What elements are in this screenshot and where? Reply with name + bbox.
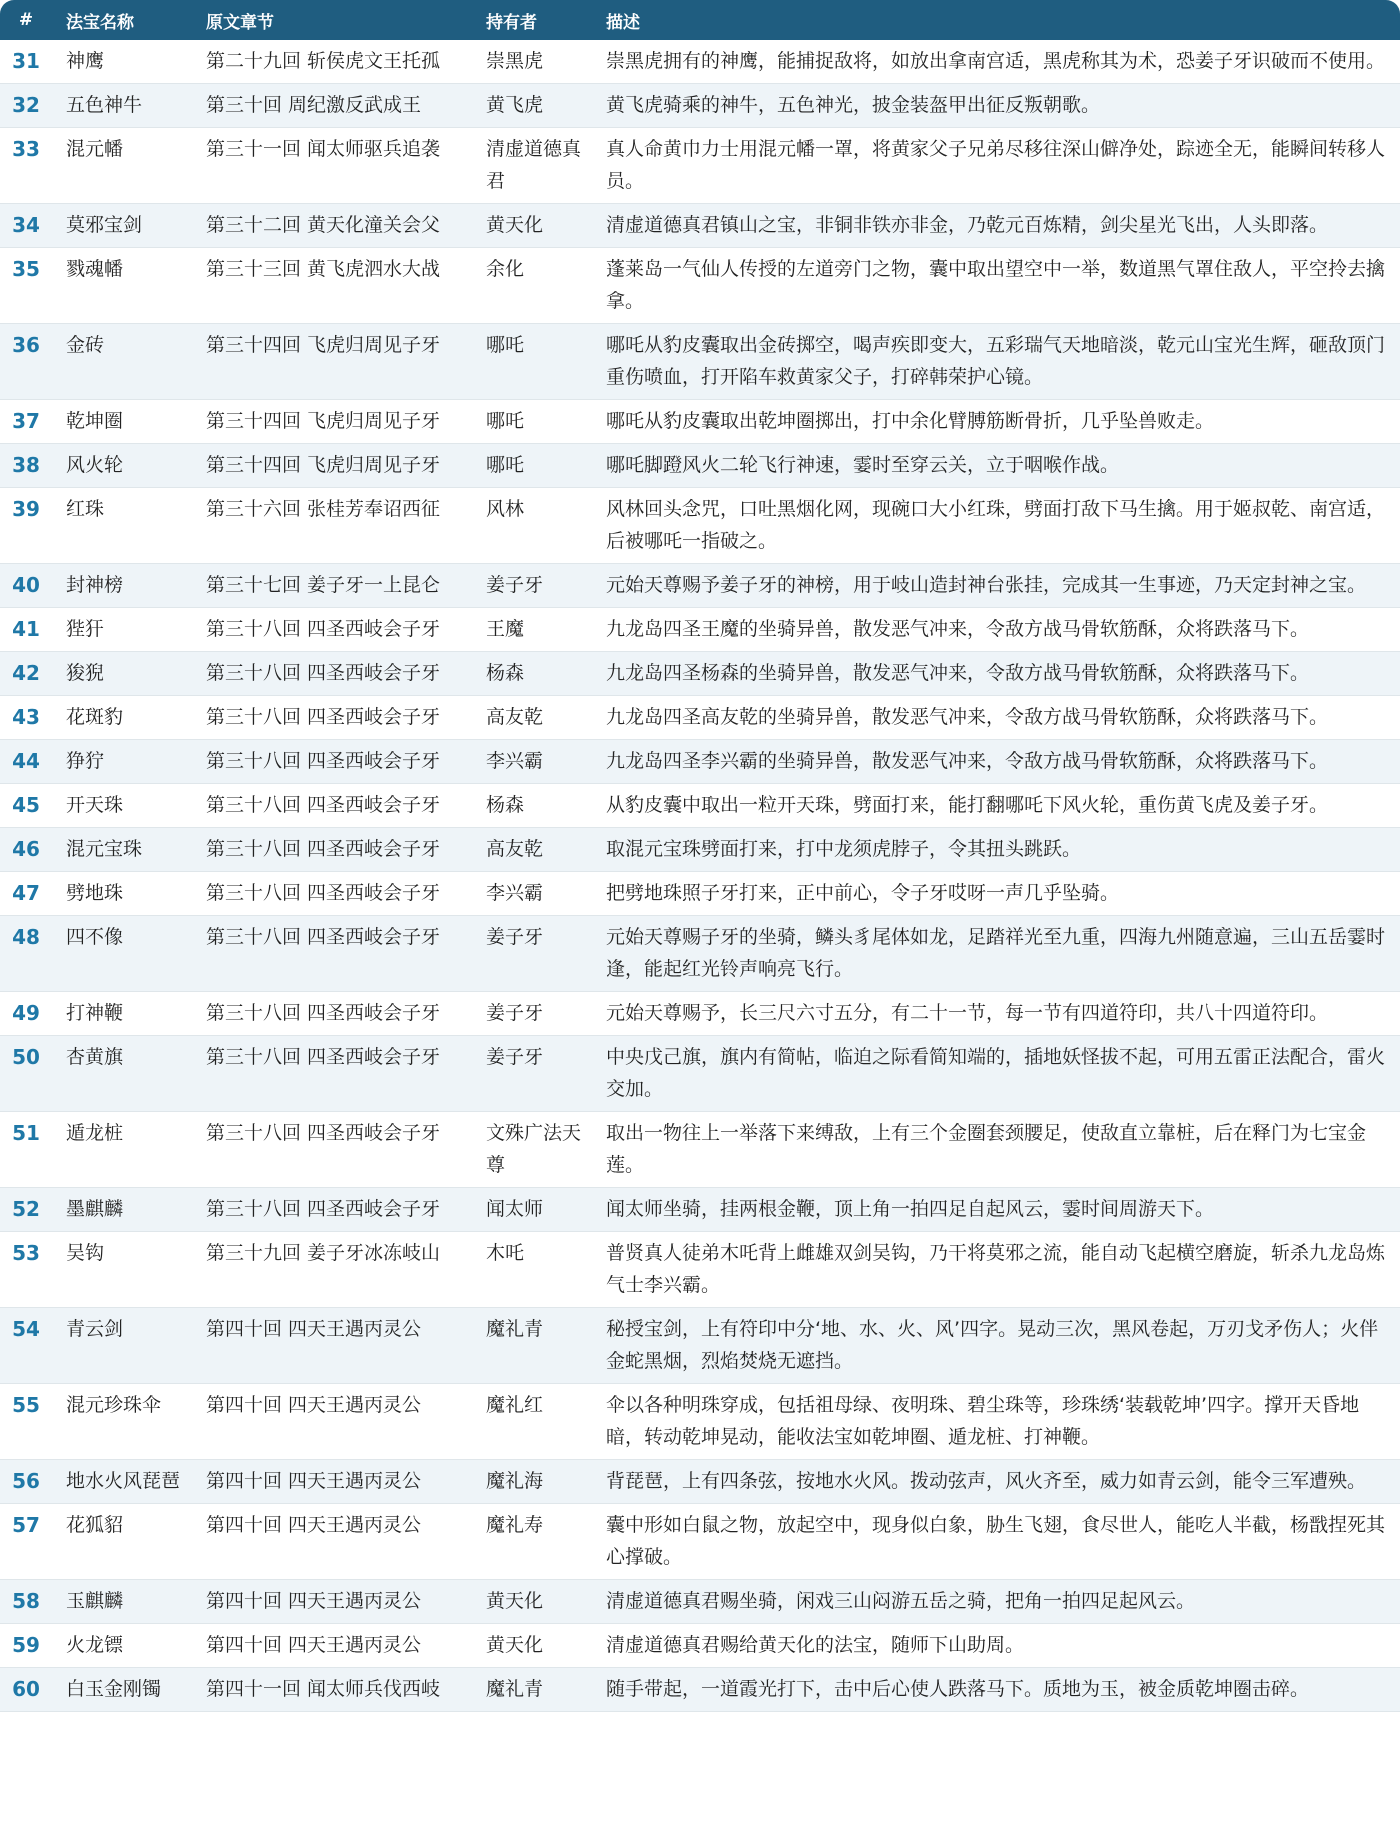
chapter-cell: 第三十八回 四圣西岐会子牙 <box>192 872 472 916</box>
table-row[interactable] <box>0 400 1400 444</box>
description-cell: 黄飞虎骑乘的神牛，五色神光，披金装盔甲出征反叛朝歌。 <box>592 84 1400 128</box>
table-row[interactable] <box>0 204 1400 248</box>
holder-cell: 崇黑虎 <box>472 40 592 84</box>
artifact-name: 青云剑 <box>52 1308 192 1384</box>
table-row[interactable] <box>0 608 1400 652</box>
artifact-name: 打神鞭 <box>52 992 192 1036</box>
artifact-name: 混元宝珠 <box>52 828 192 872</box>
description-cell: 伞以各种明珠穿成，包括祖母绿、夜明珠、碧尘珠等，珍珠绣‘装载乾坤’四字。撑开天昏地暗，转动乾坤晃动，能收法宝如乾坤圈、遁龙桩、打神鞭。 <box>592 1384 1400 1460</box>
holder-cell: 黄天化 <box>472 204 592 248</box>
description-cell: 元始天尊赐予姜子牙的神榜，用于岐山造封神台张挂，完成其一生事迹，乃天定封神之宝。 <box>592 564 1400 608</box>
artifact-name: 地水火风琵琶 <box>52 1460 192 1504</box>
row-number: 36 <box>0 324 52 400</box>
artifact-name: 混元幡 <box>52 128 192 204</box>
holder-cell: 高友乾 <box>472 828 592 872</box>
holder-cell: 余化 <box>472 248 592 324</box>
table-row[interactable] <box>0 324 1400 400</box>
chapter-cell: 第三十八回 四圣西岐会子牙 <box>192 696 472 740</box>
artifact-name: 花狐貂 <box>52 1504 192 1580</box>
artifact-name: 劈地珠 <box>52 872 192 916</box>
row-number: 39 <box>0 488 52 564</box>
row-number: 38 <box>0 444 52 488</box>
description-cell: 清虚道德真君赐给黄天化的法宝，随师下山助周。 <box>592 1624 1400 1668</box>
table-row[interactable] <box>0 784 1400 828</box>
table-row[interactable] <box>0 828 1400 872</box>
row-number: 43 <box>0 696 52 740</box>
chapter-cell: 第四十回 四天王遇丙灵公 <box>192 1384 472 1460</box>
table-row[interactable] <box>0 248 1400 324</box>
holder-cell: 木吒 <box>472 1232 592 1308</box>
row-number: 57 <box>0 1504 52 1580</box>
artifact-name: 莫邪宝剑 <box>52 204 192 248</box>
table-row[interactable] <box>0 1504 1400 1580</box>
description-cell: 哪吒从豹皮囊取出金砖掷空，喝声疾即变大，五彩瑞气天地暗淡，乾元山宝光生辉，砸敌顶门重伤喷血，打开陷车救黄家父子，打碎韩荣护心镜。 <box>592 324 1400 400</box>
holder-cell: 姜子牙 <box>472 564 592 608</box>
table-row[interactable] <box>0 1112 1400 1188</box>
chapter-cell: 第三十四回 飞虎归周见子牙 <box>192 400 472 444</box>
row-number: 58 <box>0 1580 52 1624</box>
holder-cell: 哪吒 <box>472 400 592 444</box>
row-number: 35 <box>0 248 52 324</box>
holder-cell: 哪吒 <box>472 324 592 400</box>
description-cell: 从豹皮囊中取出一粒开天珠，劈面打来，能打翻哪吒下风火轮，重伤黄飞虎及姜子牙。 <box>592 784 1400 828</box>
description-cell: 取混元宝珠劈面打来，打中龙须虎脖子，令其扭头跳跃。 <box>592 828 1400 872</box>
row-number: 42 <box>0 652 52 696</box>
chapter-cell: 第三十八回 四圣西岐会子牙 <box>192 784 472 828</box>
description-cell: 背琵琶，上有四条弦，按地水火风。拨动弦声，风火齐至，威力如青云剑，能令三军遭殃。 <box>592 1460 1400 1504</box>
description-cell: 随手带起，一道霞光打下，击中后心使人跌落马下。质地为玉，被金质乾坤圈击碎。 <box>592 1668 1400 1712</box>
column-header-name[interactable]: 法宝名称 <box>52 0 192 40</box>
artifact-name: 戮魂幡 <box>52 248 192 324</box>
chapter-cell: 第三十八回 四圣西岐会子牙 <box>192 916 472 992</box>
holder-cell: 文殊广法天尊 <box>472 1112 592 1188</box>
chapter-cell: 第四十回 四天王遇丙灵公 <box>192 1460 472 1504</box>
holder-cell: 姜子牙 <box>472 992 592 1036</box>
description-cell: 蓬莱岛一气仙人传授的左道旁门之物，囊中取出望空中一举，数道黑气罩住敌人，平空拎去擒拿。 <box>592 248 1400 324</box>
holder-cell: 王魔 <box>472 608 592 652</box>
chapter-cell: 第三十四回 飞虎归周见子牙 <box>192 444 472 488</box>
artifact-name: 红珠 <box>52 488 192 564</box>
artifact-name: 狰狞 <box>52 740 192 784</box>
artifact-name: 火龙镖 <box>52 1624 192 1668</box>
chapter-cell: 第三十二回 黄天化潼关会父 <box>192 204 472 248</box>
chapter-cell: 第三十一回 闻太师驱兵追袭 <box>192 128 472 204</box>
column-header-holder[interactable]: 持有者 <box>472 0 592 40</box>
chapter-cell: 第三十回 周纪激反武成王 <box>192 84 472 128</box>
chapter-cell: 第三十八回 四圣西岐会子牙 <box>192 1112 472 1188</box>
table-row[interactable] <box>0 564 1400 608</box>
holder-cell: 风林 <box>472 488 592 564</box>
table-row[interactable] <box>0 1384 1400 1460</box>
holder-cell: 魔礼寿 <box>472 1504 592 1580</box>
chapter-cell: 第三十九回 姜子牙冰冻岐山 <box>192 1232 472 1308</box>
holder-cell: 哪吒 <box>472 444 592 488</box>
table-row[interactable] <box>0 1232 1400 1308</box>
row-number: 54 <box>0 1308 52 1384</box>
table-row[interactable] <box>0 740 1400 784</box>
artifact-name: 四不像 <box>52 916 192 992</box>
table-row[interactable] <box>0 1624 1400 1668</box>
holder-cell: 黄天化 <box>472 1624 592 1668</box>
table-row[interactable] <box>0 1308 1400 1384</box>
row-number: 52 <box>0 1188 52 1232</box>
row-number: 51 <box>0 1112 52 1188</box>
holder-cell: 魔礼海 <box>472 1460 592 1504</box>
artifact-name: 墨麒麟 <box>52 1188 192 1232</box>
holder-cell: 魔礼青 <box>472 1668 592 1712</box>
row-number: 49 <box>0 992 52 1036</box>
artifact-name: 玉麒麟 <box>52 1580 192 1624</box>
row-number: 33 <box>0 128 52 204</box>
chapter-cell: 第四十回 四天王遇丙灵公 <box>192 1624 472 1668</box>
row-number: 53 <box>0 1232 52 1308</box>
row-number: 34 <box>0 204 52 248</box>
column-header-number[interactable]: # <box>0 0 52 40</box>
table-row[interactable] <box>0 1036 1400 1112</box>
holder-cell: 姜子牙 <box>472 916 592 992</box>
description-cell: 元始天尊赐予，长三尺六寸五分，有二十一节，每一节有四道符印，共八十四道符印。 <box>592 992 1400 1036</box>
holder-cell: 高友乾 <box>472 696 592 740</box>
artifact-name: 花斑豹 <box>52 696 192 740</box>
description-cell: 中央戊己旗，旗内有简帖，临迫之际看简知端的，插地妖怪拔不起，可用五雷正法配合，雷火交加。 <box>592 1036 1400 1112</box>
table-row[interactable] <box>0 1460 1400 1504</box>
description-cell: 哪吒从豹皮囊取出乾坤圈掷出，打中余化臂膊筋断骨折，几乎坠兽败走。 <box>592 400 1400 444</box>
row-number: 48 <box>0 916 52 992</box>
row-number: 31 <box>0 40 52 84</box>
row-number: 55 <box>0 1384 52 1460</box>
description-cell: 囊中形如白鼠之物，放起空中，现身似白象，胁生飞翅，食尽世人，能吃人半截，杨戬捏死其心撑破。 <box>592 1504 1400 1580</box>
table-row[interactable] <box>0 1188 1400 1232</box>
row-number: 40 <box>0 564 52 608</box>
row-number: 60 <box>0 1668 52 1712</box>
chapter-cell: 第三十三回 黄飞虎泗水大战 <box>192 248 472 324</box>
holder-cell: 杨森 <box>472 784 592 828</box>
holder-cell: 魔礼青 <box>472 1308 592 1384</box>
chapter-cell: 第三十六回 张桂芳奉诏西征 <box>192 488 472 564</box>
description-cell: 九龙岛四圣王魔的坐骑异兽，散发恶气冲来，令敌方战马骨软筋酥，众将跌落马下。 <box>592 608 1400 652</box>
row-number: 59 <box>0 1624 52 1668</box>
chapter-cell: 第四十回 四天王遇丙灵公 <box>192 1580 472 1624</box>
artifact-name: 遁龙桩 <box>52 1112 192 1188</box>
chapter-cell: 第四十回 四天王遇丙灵公 <box>192 1308 472 1384</box>
artifact-name: 风火轮 <box>52 444 192 488</box>
description-cell: 普贤真人徒弟木吒背上雌雄双剑吴钩，乃干将莫邪之流，能自动飞起横空磨旋，斩杀九龙岛炼气士李兴霸。 <box>592 1232 1400 1308</box>
chapter-cell: 第三十八回 四圣西岐会子牙 <box>192 652 472 696</box>
table-row[interactable] <box>0 992 1400 1036</box>
artifact-name: 封神榜 <box>52 564 192 608</box>
artifact-name: 吴钩 <box>52 1232 192 1308</box>
row-number: 47 <box>0 872 52 916</box>
description-cell: 元始天尊赐子牙的坐骑，鳞头豸尾体如龙，足踏祥光至九重，四海九州随意遍，三山五岳霎时逢，能起红光铃声响亮飞行。 <box>592 916 1400 992</box>
holder-cell: 黄天化 <box>472 1580 592 1624</box>
row-number: 41 <box>0 608 52 652</box>
holder-cell: 黄飞虎 <box>472 84 592 128</box>
description-cell: 取出一物往上一举落下来缚敌，上有三个金圈套颈腰足，使敌直立靠桩，后在释门为七宝金莲。 <box>592 1112 1400 1188</box>
column-header-description[interactable]: 描述 <box>592 0 1400 40</box>
table-row[interactable] <box>0 1580 1400 1624</box>
table-row[interactable] <box>0 652 1400 696</box>
table-row[interactable] <box>0 916 1400 992</box>
row-number: 46 <box>0 828 52 872</box>
artifact-name: 乾坤圈 <box>52 400 192 444</box>
description-cell: 九龙岛四圣杨森的坐骑异兽，散发恶气冲来，令敌方战马骨软筋酥，众将跌落马下。 <box>592 652 1400 696</box>
chapter-cell: 第四十回 四天王遇丙灵公 <box>192 1504 472 1580</box>
chapter-cell: 第三十八回 四圣西岐会子牙 <box>192 608 472 652</box>
description-cell: 崇黑虎拥有的神鹰，能捕捉敌将，如放出拿南宫适，黑虎称其为术，恐姜子牙识破而不使用。 <box>592 40 1400 84</box>
holder-cell: 李兴霸 <box>472 872 592 916</box>
row-number: 45 <box>0 784 52 828</box>
artifact-name: 金砖 <box>52 324 192 400</box>
description-cell: 秘授宝剑，上有符印中分‘地、水、火、风’四字。晃动三次，黑风卷起，万刃戈矛伤人；火伴金蛇黑烟，烈焰焚烧无遮挡。 <box>592 1308 1400 1384</box>
holder-cell: 杨森 <box>472 652 592 696</box>
description-cell: 风林回头念咒，口吐黑烟化网，现碗口大小红珠，劈面打敌下马生擒。用于姬叔乾、南宫适，后被哪吒一指破之。 <box>592 488 1400 564</box>
chapter-cell: 第四十一回 闻太师兵伐西岐 <box>192 1668 472 1712</box>
table-body <box>0 40 1400 1712</box>
artifact-name: 神鹰 <box>52 40 192 84</box>
chapter-cell: 第三十七回 姜子牙一上昆仑 <box>192 564 472 608</box>
artifact-name: 混元珍珠伞 <box>52 1384 192 1460</box>
table-row[interactable] <box>0 128 1400 204</box>
chapter-cell: 第三十八回 四圣西岐会子牙 <box>192 1188 472 1232</box>
table-row[interactable] <box>0 872 1400 916</box>
table-row[interactable] <box>0 1668 1400 1712</box>
chapter-cell: 第三十八回 四圣西岐会子牙 <box>192 740 472 784</box>
holder-cell: 李兴霸 <box>472 740 592 784</box>
row-number: 50 <box>0 1036 52 1112</box>
table-row[interactable] <box>0 696 1400 740</box>
table-row[interactable] <box>0 40 1400 84</box>
row-number: 32 <box>0 84 52 128</box>
artifact-name: 开天珠 <box>52 784 192 828</box>
holder-cell: 魔礼红 <box>472 1384 592 1460</box>
artifact-name: 狴犴 <box>52 608 192 652</box>
description-cell: 清虚道德真君赐坐骑，闲戏三山闷游五岳之骑，把角一拍四足起风云。 <box>592 1580 1400 1624</box>
row-number: 56 <box>0 1460 52 1504</box>
description-cell: 闻太师坐骑，挂两根金鞭，顶上角一拍四足自起风云，霎时间周游天下。 <box>592 1188 1400 1232</box>
holder-cell: 清虚道德真君 <box>472 128 592 204</box>
row-number: 44 <box>0 740 52 784</box>
chapter-cell: 第三十八回 四圣西岐会子牙 <box>192 828 472 872</box>
description-cell: 九龙岛四圣李兴霸的坐骑异兽，散发恶气冲来，令敌方战马骨软筋酥，众将跌落马下。 <box>592 740 1400 784</box>
table-row[interactable] <box>0 488 1400 564</box>
table-row[interactable] <box>0 84 1400 128</box>
chapter-cell: 第三十四回 飞虎归周见子牙 <box>192 324 472 400</box>
chapter-cell: 第二十九回 斩侯虎文王托孤 <box>192 40 472 84</box>
table-row[interactable] <box>0 444 1400 488</box>
chapter-cell: 第三十八回 四圣西岐会子牙 <box>192 1036 472 1112</box>
artifact-name: 杏黄旗 <box>52 1036 192 1112</box>
table-header <box>0 0 1400 40</box>
column-header-chapter[interactable]: 原文章节 <box>192 0 472 40</box>
row-number: 37 <box>0 400 52 444</box>
artifact-name: 狻猊 <box>52 652 192 696</box>
description-cell: 九龙岛四圣高友乾的坐骑异兽，散发恶气冲来，令敌方战马骨软筋酥，众将跌落马下。 <box>592 696 1400 740</box>
chapter-cell: 第三十八回 四圣西岐会子牙 <box>192 992 472 1036</box>
description-cell: 哪吒脚蹬风火二轮飞行神速，霎时至穿云关，立于咽喉作战。 <box>592 444 1400 488</box>
holder-cell: 闻太师 <box>472 1188 592 1232</box>
holder-cell: 姜子牙 <box>472 1036 592 1112</box>
description-cell: 真人命黄巾力士用混元幡一罩，将黄家父子兄弟尽移往深山僻净处，踪迹全无，能瞬间转移人员。 <box>592 128 1400 204</box>
description-cell: 把劈地珠照子牙打来，正中前心，令子牙哎呀一声几乎坠骑。 <box>592 872 1400 916</box>
artifact-name: 白玉金刚镯 <box>52 1668 192 1712</box>
description-cell: 清虚道德真君镇山之宝，非铜非铁亦非金，乃乾元百炼精，剑尖星光飞出，人头即落。 <box>592 204 1400 248</box>
artifact-name: 五色神牛 <box>52 84 192 128</box>
